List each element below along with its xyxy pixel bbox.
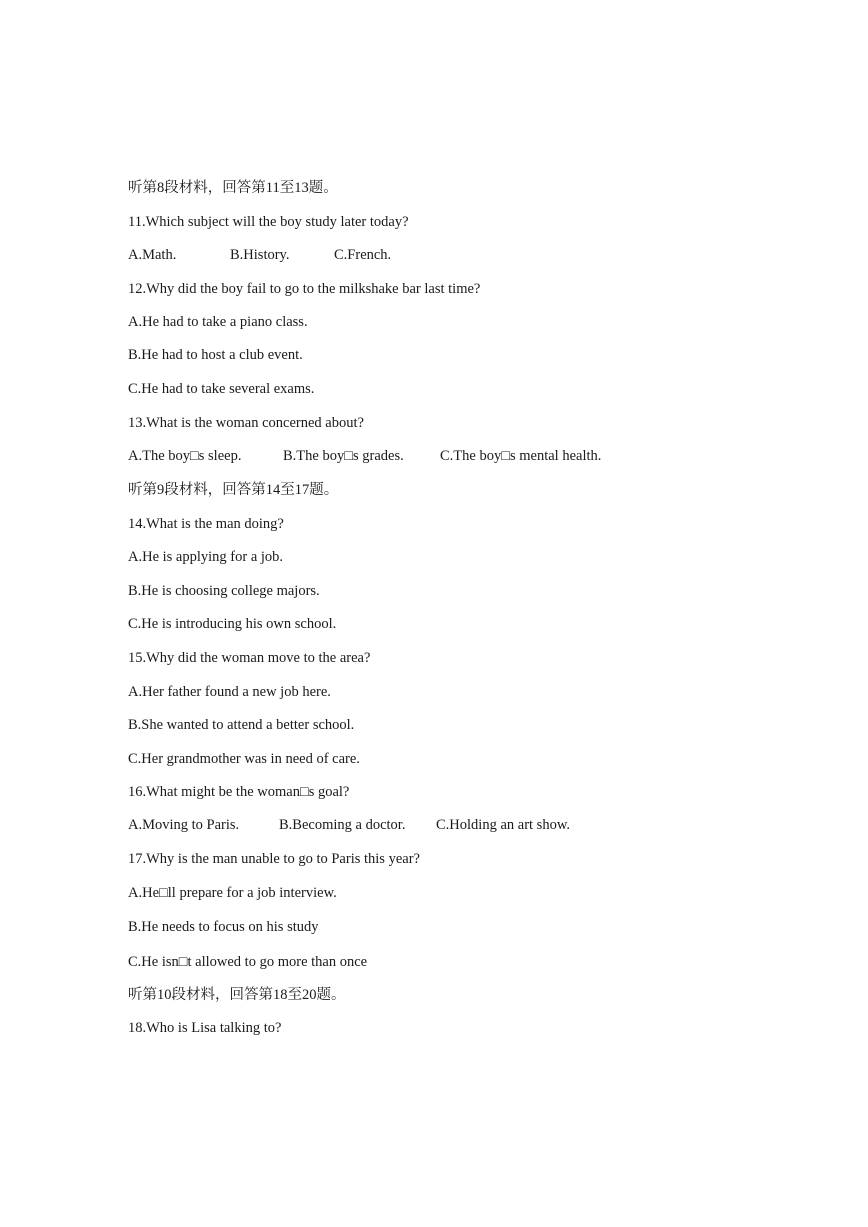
- option-b: B.He is choosing college majors.: [128, 583, 320, 599]
- option-b: B.The boy□s grades.: [283, 448, 404, 464]
- question-16: 16.What might be the woman□s goal?: [128, 784, 350, 800]
- option-a: A.He is applying for a job.: [128, 549, 284, 565]
- option-c: C.He is introducing his own school.: [128, 616, 337, 632]
- option-b: B.He had to host a club event.: [128, 347, 303, 363]
- section-header: 听第10段材料，回答第18至20题。: [128, 987, 346, 1003]
- option-b: B.Becoming a doctor.: [279, 817, 406, 833]
- section-header: 听第9段材料，回答第14至17题。: [128, 482, 339, 498]
- option-b: B.He needs to focus on his study: [128, 919, 319, 935]
- option-a: A.Moving to Paris.: [128, 817, 240, 833]
- option-c: C.Her grandmother was in need of care.: [128, 751, 360, 767]
- option-a: A.He□ll prepare for a job interview.: [128, 885, 337, 901]
- section-header: 听第8段材料，回答第11至13题。: [128, 180, 338, 196]
- option-c: C.Holding an art show.: [436, 817, 570, 833]
- option-a: A.He had to take a piano class.: [128, 314, 308, 330]
- question-14: 14.What is the man doing?: [128, 516, 284, 532]
- option-c: C.He isn□t allowed to go more than once: [128, 954, 368, 970]
- option-c: C.The boy□s mental health.: [440, 448, 602, 464]
- option-a: A.Her father found a new job here.: [128, 684, 331, 700]
- question-15: 15.Why did the woman move to the area?: [128, 650, 371, 666]
- question-11: 11.Which subject will the boy study later today?: [128, 214, 409, 230]
- question-17: 17.Why is the man unable to go to Paris this year?: [128, 851, 420, 867]
- question-13: 13.What is the woman concerned about?: [128, 415, 364, 431]
- option-a: A.The boy□s sleep.: [128, 448, 242, 464]
- option-c: C.He had to take several exams.: [128, 381, 315, 397]
- option-c: C.French.: [334, 247, 392, 263]
- question-12: 12.Why did the boy fail to go to the milkshake bar last time?: [128, 281, 481, 297]
- option-b: B.She wanted to attend a better school.: [128, 717, 355, 733]
- question-18: 18.Who is Lisa talking to?: [128, 1020, 282, 1036]
- option-b: B.History.: [230, 247, 290, 263]
- option-a: A.Math.: [128, 247, 177, 263]
